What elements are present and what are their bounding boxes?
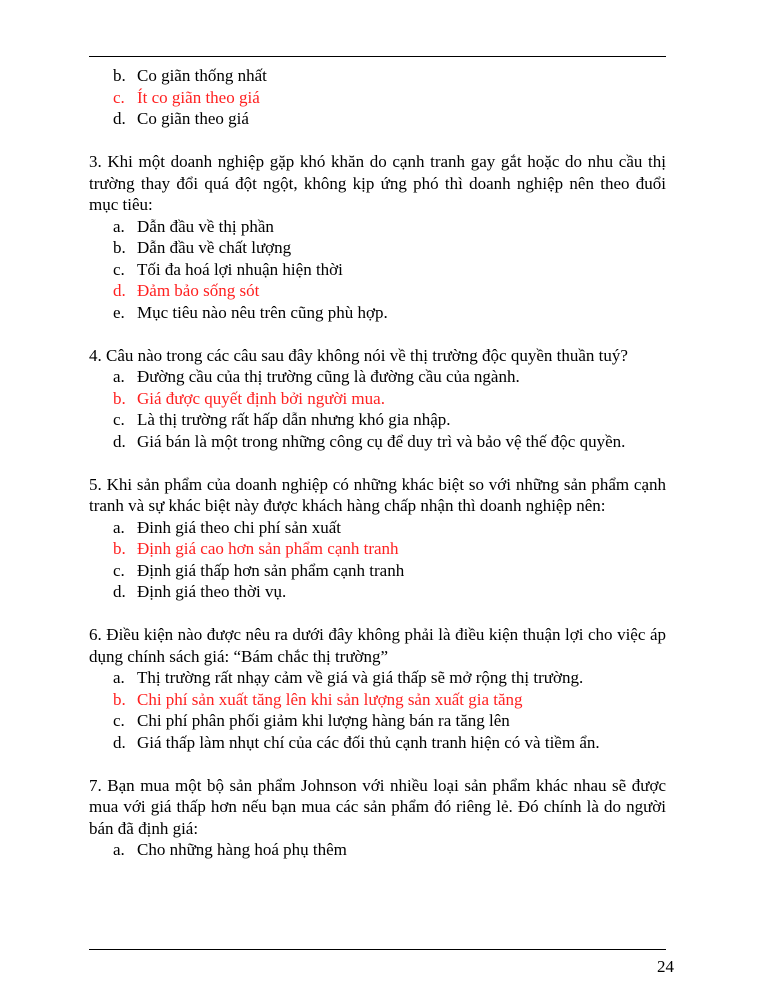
option-text: Đảm bảo sống sót — [137, 281, 260, 300]
question-text: 5. Khi sản phẩm của doanh nghiệp có những khác biệt so với những sản phẩm cạnh tranh và sự khác biệt này được khách hàng chấp nhận thì doanh nghiệp nên: — [89, 474, 666, 515]
option-text: Định giá thấp hơn sản phẩm cạnh tranh — [137, 560, 405, 580]
option-letter: a. — [113, 840, 125, 859]
option-text: Dẫn đầu về thị phần — [137, 216, 274, 236]
answer-option — [89, 108, 666, 130]
option-text: Ít co giãn theo giá — [137, 87, 260, 107]
option-list — [89, 366, 666, 452]
option-letter: c. — [113, 711, 125, 730]
question-block — [89, 345, 666, 453]
option-text: Giá thấp làm nhụt chí của các đối thủ cạnh tranh hiện có và tiềm ẩn. — [137, 732, 600, 752]
option-list — [89, 839, 666, 861]
question-continuation — [89, 65, 666, 130]
answer-option — [89, 65, 666, 87]
answer-option — [89, 839, 666, 861]
answer-option — [89, 710, 666, 732]
option-letter: d. — [113, 109, 126, 128]
option-letter: c. — [113, 410, 125, 429]
answer-option — [89, 237, 666, 259]
page-number: 24 — [657, 957, 674, 976]
option-list — [89, 517, 666, 603]
option-text: Mục tiêu nào nêu trên cũng phù hợp. — [137, 302, 388, 322]
option-text: Giá bán là một trong những công cụ để duy trì và bảo vệ thế độc quyền. — [137, 431, 626, 451]
option-letter: b. — [113, 689, 126, 709]
question-text: 4. Câu nào trong các câu sau đây không nói về thị trường độc quyền thuần tuý? — [89, 345, 628, 365]
option-letter: b. — [113, 388, 126, 408]
question-block — [89, 474, 666, 603]
option-letter: b. — [113, 539, 126, 558]
option-letter: d. — [113, 732, 126, 752]
option-letter: d. — [113, 582, 126, 601]
option-text: Dẫn đầu về chất lượng — [137, 238, 292, 257]
option-text: Co giãn thống nhất — [137, 66, 267, 85]
option-letter: d. — [113, 431, 126, 451]
page-content — [89, 65, 666, 882]
answer-option — [89, 302, 666, 324]
option-text: Là thị trường rất hấp dẫn nhưng khó gia nhập. — [137, 410, 451, 429]
question-text: 7. Bạn mua một bộ sản phẩm Johnson với nhiều loại sản phẩm khác nhau sẽ được mua với giá thấp hơn nếu bạn mua các sản phẩm đó riêng lẻ. Đó chính là do người bán đã định giá: — [89, 775, 666, 838]
answer-option-correct — [89, 87, 666, 109]
answer-option — [89, 216, 666, 238]
answer-option — [89, 581, 666, 603]
option-letter: b. — [113, 66, 126, 85]
answer-option — [89, 732, 666, 754]
question-text: 3. Khi một doanh nghiệp gặp khó khăn do cạnh tranh gay gắt hoặc do nhu cầu thị trường thay đổi quá đột ngột, không kịp ứng phó thì doanh nghiệp nên theo đuổi mục tiêu: — [89, 152, 666, 214]
answer-option — [89, 366, 666, 388]
option-letter: a. — [113, 216, 125, 236]
option-letter: b. — [113, 238, 126, 257]
question-block — [89, 775, 666, 861]
answer-option-correct — [89, 280, 666, 302]
answer-option — [89, 409, 666, 431]
answer-option — [89, 517, 666, 539]
answer-option — [89, 259, 666, 281]
option-letter: d. — [113, 281, 126, 300]
question-block — [89, 151, 666, 323]
answer-option-correct — [89, 388, 666, 410]
option-text: Giá được quyết định bởi người mua. — [137, 388, 385, 408]
question-list — [89, 151, 666, 861]
option-letter: c. — [113, 560, 125, 580]
footer-rule — [89, 949, 666, 950]
option-letter: a. — [113, 668, 125, 687]
option-text: Thị trường rất nhạy cảm về giá và giá thấp sẽ mở rộng thị trường. — [137, 668, 584, 687]
answer-option — [89, 560, 666, 582]
answer-option-correct — [89, 689, 666, 711]
option-text: Chi phí sản xuất tăng lên khi sản lượng sản xuất gia tăng — [137, 689, 523, 709]
option-letter: c. — [113, 87, 125, 107]
option-list — [89, 216, 666, 324]
option-letter: c. — [113, 259, 125, 279]
option-text: Co giãn theo giá — [137, 109, 249, 128]
option-text: Đường cầu của thị trường cũng là đường cầu của ngành. — [137, 367, 520, 386]
question-text: 6. Điều kiện nào được nêu ra dưới đây không phải là điều kiện thuận lợi cho việc áp dụng chính sách giá: “Bám chắc thị trường” — [89, 625, 666, 666]
answer-option — [89, 431, 666, 453]
option-list — [89, 667, 666, 753]
answer-option-correct — [89, 538, 666, 560]
option-text: Chi phí phân phối giảm khi lượng hàng bán ra tăng lên — [137, 711, 510, 730]
option-text: Định giá cao hơn sản phẩm cạnh tranh — [137, 539, 399, 558]
question-block — [89, 624, 666, 753]
option-text: Định giá theo thời vụ. — [137, 582, 287, 601]
header-rule — [89, 56, 666, 57]
option-letter: a. — [113, 517, 125, 537]
option-text: Đinh giá theo chi phí sản xuất — [137, 517, 341, 537]
option-text: Cho những hàng hoá phụ thêm — [137, 840, 347, 859]
option-letter: e. — [113, 302, 125, 322]
option-list — [89, 65, 666, 130]
option-letter: a. — [113, 367, 125, 386]
answer-option — [89, 667, 666, 689]
option-text: Tối đa hoá lợi nhuận hiện thời — [137, 259, 343, 279]
